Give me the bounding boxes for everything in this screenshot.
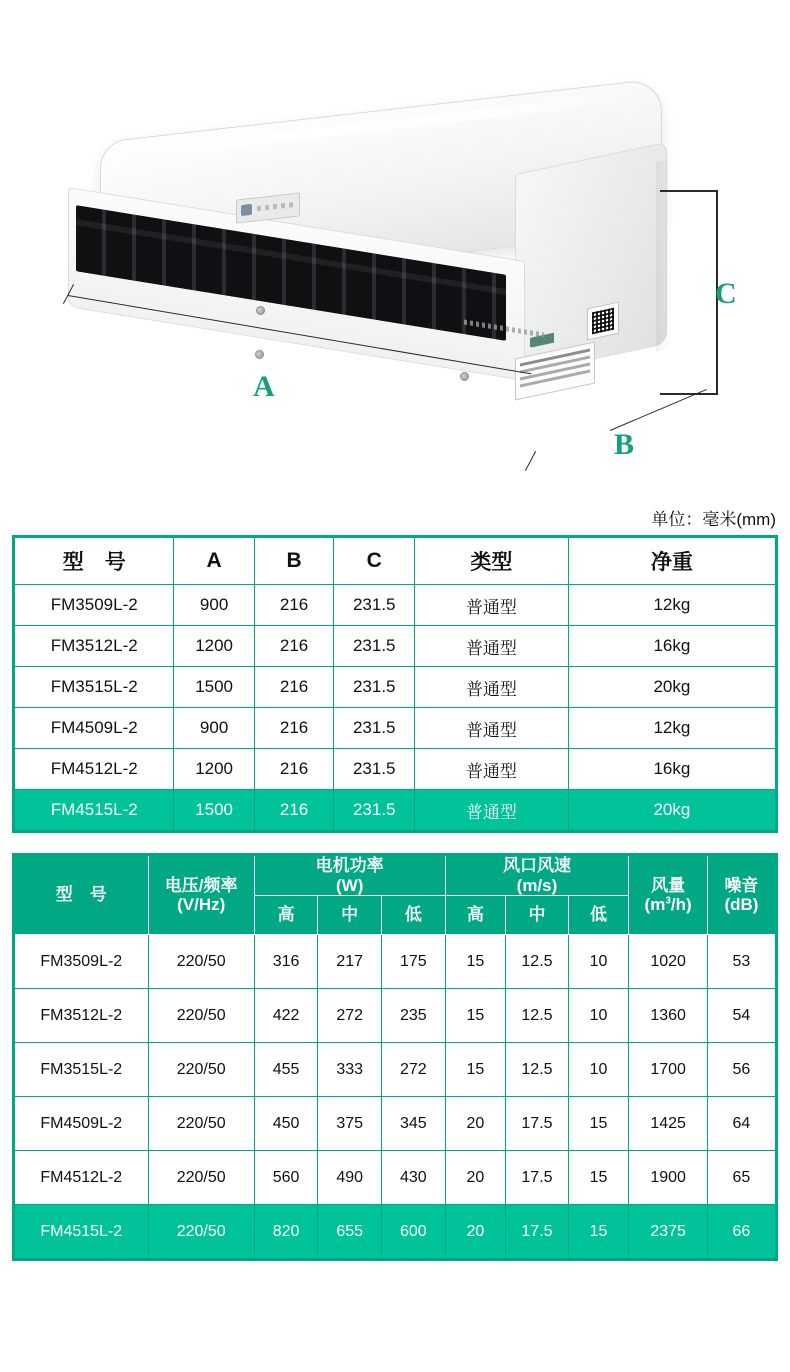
cell-speed-low: 10: [568, 935, 629, 989]
cell-a: 900: [174, 585, 254, 626]
header-speed-group: [445, 855, 629, 896]
cell-speed-low: 10: [568, 1043, 629, 1097]
header-weight: 净重: [568, 537, 776, 585]
cell-speed-high: 15: [445, 935, 506, 989]
cell-speed-high: 20: [445, 1097, 506, 1151]
product-image-area: [0, 0, 790, 500]
table-row: [14, 708, 777, 749]
cell-c: 231.5: [334, 667, 415, 708]
cell-power-mid: 217: [318, 935, 382, 989]
cell-model: FM3509L-2: [14, 585, 174, 626]
cell-power-low: 345: [381, 1097, 445, 1151]
header-voltage: [148, 855, 254, 935]
cell-speed-low: 15: [568, 1151, 629, 1205]
cell-power-low: 175: [381, 935, 445, 989]
screw-icon: [460, 372, 469, 381]
dimension-tick-c-bottom: [660, 393, 718, 395]
cell-b: 216: [254, 749, 334, 790]
cell-speed-high: 15: [445, 989, 506, 1043]
table-row: [14, 1043, 777, 1097]
cell-power-low: 600: [381, 1205, 445, 1260]
header-airflow-line1: 风量: [651, 875, 686, 895]
cell-weight: 20kg: [568, 790, 776, 832]
cell-b: 216: [254, 626, 334, 667]
cell-airflow: 1360: [629, 989, 708, 1043]
cell-type: 普通型: [415, 667, 569, 708]
cell-model: FM4509L-2: [14, 1097, 149, 1151]
table-row: [14, 667, 777, 708]
cell-noise: 56: [707, 1043, 776, 1097]
cell-type: 普通型: [415, 626, 569, 667]
header-airflow-sup: 3: [665, 895, 671, 907]
header-speed-low: 低: [568, 896, 629, 935]
cell-model: FM4515L-2: [14, 1205, 149, 1260]
header-power-group: [254, 855, 445, 896]
header-speed-unit: (m/s): [516, 875, 558, 895]
table-row: [14, 626, 777, 667]
cell-power-mid: 490: [318, 1151, 382, 1205]
cell-model: FM4512L-2: [14, 1151, 149, 1205]
curtain-side-shadow: [656, 158, 672, 351]
cell-model: FM4509L-2: [14, 708, 174, 749]
header-model: 型 号: [14, 855, 149, 935]
cell-weight: 12kg: [568, 708, 776, 749]
cell-model: FM3515L-2: [14, 667, 174, 708]
cell-b: 216: [254, 667, 334, 708]
unit-note: 单位：毫米(mm): [651, 510, 776, 529]
header-noise-line2: (dB): [724, 895, 759, 915]
cell-speed-mid: 12.5: [506, 1043, 569, 1097]
cell-c: 231.5: [334, 585, 415, 626]
cell-power-mid: 333: [318, 1043, 382, 1097]
table-header-row: [14, 537, 777, 585]
screw-icon: [255, 350, 264, 359]
cell-c: 231.5: [334, 708, 415, 749]
header-speed-title: 风口风速: [502, 856, 571, 875]
cell-airflow: 1425: [629, 1097, 708, 1151]
cell-model: FM4515L-2: [14, 790, 174, 832]
header-airflow-unit-post: /h): [670, 895, 692, 915]
cell-airflow: 1700: [629, 1043, 708, 1097]
header-speed-high: 高: [445, 896, 506, 935]
cell-power-high: 455: [254, 1043, 318, 1097]
header-power-mid: 中: [318, 896, 382, 935]
cell-voltage: 220/50: [148, 1043, 254, 1097]
cell-weight: 16kg: [568, 749, 776, 790]
cell-b: 216: [254, 708, 334, 749]
header-a: A: [174, 537, 254, 585]
performance-table: [12, 853, 778, 1261]
header-power-unit: (W): [335, 875, 364, 895]
header-speed-mid: 中: [506, 896, 569, 935]
header-airflow-unit-pre: (m: [644, 895, 666, 915]
cell-voltage: 220/50: [148, 989, 254, 1043]
dimension-label-a: A: [253, 370, 275, 403]
cell-noise: 64: [707, 1097, 776, 1151]
table-row: [14, 989, 777, 1043]
cell-weight: 12kg: [568, 585, 776, 626]
cell-power-high: 560: [254, 1151, 318, 1205]
cell-speed-mid: 12.5: [506, 935, 569, 989]
cell-power-low: 272: [381, 1043, 445, 1097]
performance-table-wrap: [12, 853, 778, 1261]
cell-noise: 53: [707, 935, 776, 989]
cell-b: 216: [254, 790, 334, 832]
cell-model: FM3509L-2: [14, 935, 149, 989]
cell-c: 231.5: [334, 790, 415, 832]
cell-voltage: 220/50: [148, 935, 254, 989]
dimension-label-c: C: [715, 277, 737, 310]
qr-code-label: [587, 302, 619, 341]
header-noise: [707, 855, 776, 935]
cell-noise: 65: [707, 1151, 776, 1205]
cell-noise: 66: [707, 1205, 776, 1260]
cell-power-mid: 375: [318, 1097, 382, 1151]
cell-voltage: 220/50: [148, 1205, 254, 1260]
table-row-highlighted: [14, 790, 777, 832]
cell-a: 1200: [174, 626, 254, 667]
header-noise-line1: 噪音: [724, 875, 759, 895]
cell-speed-mid: 12.5: [506, 989, 569, 1043]
table-row-highlighted: [14, 1205, 777, 1260]
cell-speed-mid: 17.5: [506, 1151, 569, 1205]
header-power-high: 高: [254, 896, 318, 935]
cell-power-high: 820: [254, 1205, 318, 1260]
cell-speed-mid: 17.5: [506, 1097, 569, 1151]
cell-noise: 54: [707, 989, 776, 1043]
header-c: C: [334, 537, 415, 585]
cell-a: 1200: [174, 749, 254, 790]
cell-power-high: 422: [254, 989, 318, 1043]
cell-speed-low: 15: [568, 1205, 629, 1260]
header-voltage-line2: (V/Hz): [177, 895, 226, 915]
cell-speed-high: 15: [445, 1043, 506, 1097]
cell-type: 普通型: [415, 749, 569, 790]
cell-type: 普通型: [415, 790, 569, 832]
cell-power-mid: 655: [318, 1205, 382, 1260]
cell-a: 1500: [174, 790, 254, 832]
cell-speed-mid: 17.5: [506, 1205, 569, 1260]
cell-power-low: 235: [381, 989, 445, 1043]
cell-c: 231.5: [334, 626, 415, 667]
cell-voltage: 220/50: [148, 1097, 254, 1151]
dimension-tick-c-top: [660, 190, 718, 192]
cell-power-high: 450: [254, 1097, 318, 1151]
dimension-table-wrap: [12, 535, 778, 833]
cell-power-mid: 272: [318, 989, 382, 1043]
cell-model: FM3512L-2: [14, 626, 174, 667]
table-row: [14, 1151, 777, 1205]
table-header-row-top: [14, 855, 777, 896]
header-model: 型 号: [14, 537, 174, 585]
cell-power-low: 430: [381, 1151, 445, 1205]
header-airflow: [629, 855, 708, 935]
cell-weight: 20kg: [568, 667, 776, 708]
cell-type: 普通型: [415, 585, 569, 626]
cell-model: FM3512L-2: [14, 989, 149, 1043]
cell-speed-low: 10: [568, 989, 629, 1043]
cell-type: 普通型: [415, 708, 569, 749]
cell-model: FM4512L-2: [14, 749, 174, 790]
cell-c: 231.5: [334, 749, 415, 790]
header-power-title: 电机功率: [315, 856, 384, 875]
cell-power-high: 316: [254, 935, 318, 989]
air-curtain-illustration: [60, 100, 720, 460]
dimension-label-b: B: [614, 428, 635, 461]
cell-speed-low: 15: [568, 1097, 629, 1151]
cell-voltage: 220/50: [148, 1151, 254, 1205]
table-row: [14, 935, 777, 989]
header-airflow-line2: [631, 895, 705, 915]
cell-weight: 16kg: [568, 626, 776, 667]
cell-airflow: 1900: [629, 1151, 708, 1205]
header-power-low: 低: [381, 896, 445, 935]
cell-airflow: 2375: [629, 1205, 708, 1260]
table-row: [14, 1097, 777, 1151]
screw-icon: [256, 306, 265, 315]
cell-a: 1500: [174, 667, 254, 708]
header-type: 类型: [415, 537, 569, 585]
table-row: [14, 585, 777, 626]
cell-speed-high: 20: [445, 1205, 506, 1260]
header-b: B: [254, 537, 334, 585]
header-voltage-line1: 电压/频率: [164, 875, 238, 895]
cell-b: 216: [254, 585, 334, 626]
cell-model: FM3515L-2: [14, 1043, 149, 1097]
cell-airflow: 1020: [629, 935, 708, 989]
table-row: [14, 749, 777, 790]
dimension-table: [12, 535, 778, 833]
cell-a: 900: [174, 708, 254, 749]
cell-speed-high: 20: [445, 1151, 506, 1205]
